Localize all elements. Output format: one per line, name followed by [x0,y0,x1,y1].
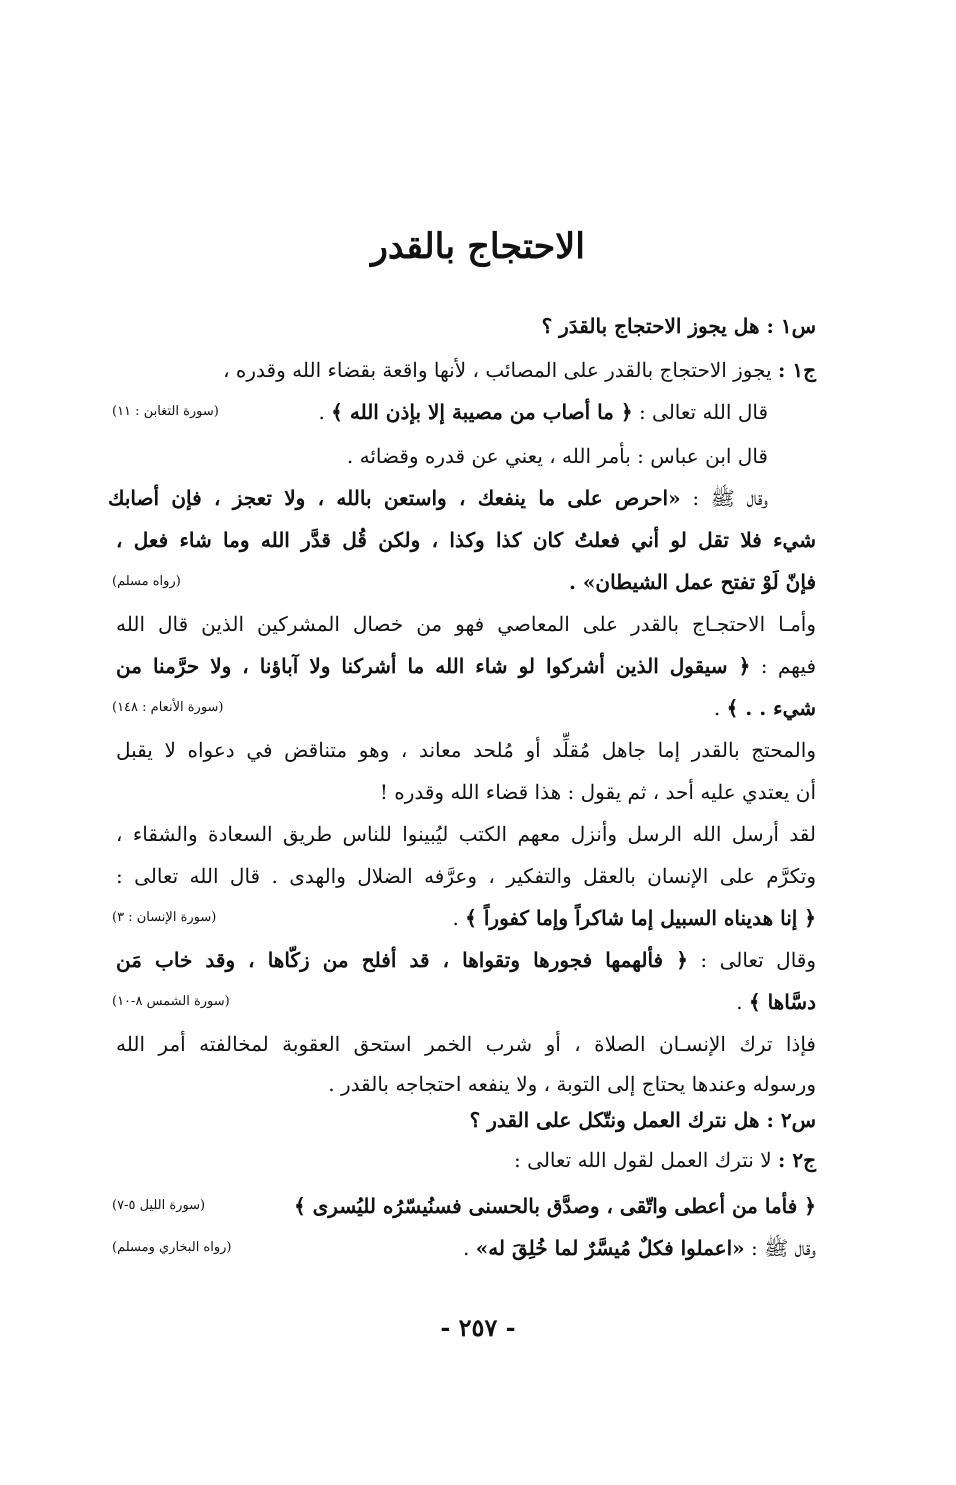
reference-anam: (سورة الأنعام : ١٤٨) [112,700,224,715]
ibn-abbas-line: قال ابن عباس : بأمر الله ، يعني عن قدره وقضائه . [346,444,768,468]
question-1 [116,310,816,342]
reference-muslim: (رواه مسلم) [112,574,181,589]
hadith-line-1: وقال ﷺ : «احرص على ما ينفعك ، واستعن بالله ، ولا تعجز ، فإن أصابك [108,486,768,510]
sins-line-2: فيهم : ﴿ سيقول الذين أشركوا لو شاء الله ما أشركنا ولا آباؤنا ، ولا حرَّمنا من [116,654,816,678]
question-1-label: س١ : [766,314,816,338]
answer-2-text: لا نترك العمل لقول الله تعالى : [514,1148,772,1172]
sins-line-1: وأمـا الاحتجـاج بالقدر على المعاصي فهو من خصال المشركين الذين قال الله [116,612,816,636]
quran-verse: ﴿ ما أصاب من مصيبة إلا بإذن الله ﴾ [331,400,633,424]
hadith-2: وقال ﷺ : «اعملوا فكلٌ مُيسَّرٌ لما خُلِقَ له» . [462,1236,816,1260]
answer-1-label: ج١ : [777,358,816,382]
reference-shams: (سورة الشمس ٨-١٠) [112,994,230,1009]
answer-1-text: يجوز الاحتجاج بالقدر على المصائب ، لأنها واقعة بقضاء الله وقدره ، [223,358,772,382]
sins-line-3: شيء . . ﴾ . [713,696,816,720]
messengers-line-1: لقد أرسل الله الرسل وأنزل معهم الكتب ليُبينوا للناس طريق السعادة والشقاء ، [116,822,816,846]
answer-2 [116,1144,816,1176]
reference-bukhari-muslim: (رواه البخاري ومسلم) [112,1240,232,1255]
question-1-text: هل يجوز الاحتجاج بالقدَر ؟ [541,314,760,338]
prayer-line-1: فإذا ترك الإنسـان الصلاة ، أو شرب الخمر استحق العقوبة لمخالفته أمر الله [116,1032,816,1056]
shams-line-2: دسَّاها ﴾ . [736,990,816,1014]
page-title: الاحتجاج بالقدر [371,226,585,267]
arguer-line-2: أن يعتدي عليه أحد ، ثم يقول : هذا قضاء الله وقدره ! [379,780,816,804]
hadith-line-3: فإنّ لَوْ تفتح عمل الشيطان» . [568,570,816,594]
messengers-line-2: وتكرَّم على الإنسان بالعقل والتفكير ، وعرَّفه الضلال والهدى . قال الله تعالى : [116,864,816,888]
prayer-line-2: ورسوله وعندها يحتاج إلى التوبة ، ولا ينفعه احتجاجه بالقدر . [328,1072,816,1096]
verse-line-taghabun: قال الله تعالى : ﴿ ما أصاب من مصيبة إلا بإذن الله ﴾ . [318,400,768,424]
lail-verse: ﴿ فأما من أعطى واتّقى ، وصدَّق بالحسنى فسنُيسّرُه لليُسرى ﴾ [293,1194,816,1218]
reference-taghabun: (سورة التغابن : ١١) [112,404,219,419]
shams-line-1: وقال تعالى : ﴿ فألهمها فجورها وتقواها ، قد أفلح من زكّاها ، وقد خاب مَن [116,948,817,972]
hadith-line-2: شيء فلا تقل لو أني فعلتُ كان كذا وكذا ، ولكن قُل قدَّر الله وما شاء فعل ، [116,528,816,552]
answer-1 [116,354,816,386]
messengers-line-3: ﴿ إنا هديناه السبيل إما شاكراً وإما كفوراً ﴾ . [452,906,816,930]
question-2 [116,1104,816,1136]
answer-2-label: ج٢ : [777,1148,816,1172]
question-2-text: هل نترك العمل ونتّكل على القدر ؟ [469,1108,760,1132]
page-number: - ٢٥٧ - [440,1313,516,1342]
question-2-label: س٢ : [766,1108,816,1132]
arguer-line-1: والمحتج بالقدر إما جاهل مُقلِّد أو مُلحد معاند ، وهو متناقض في دعواه لا يقبل [116,738,816,762]
reference-lail: (سورة الليل ٥-٧) [112,1198,206,1213]
reference-insan: (سورة الإنسان : ٣) [112,910,217,925]
